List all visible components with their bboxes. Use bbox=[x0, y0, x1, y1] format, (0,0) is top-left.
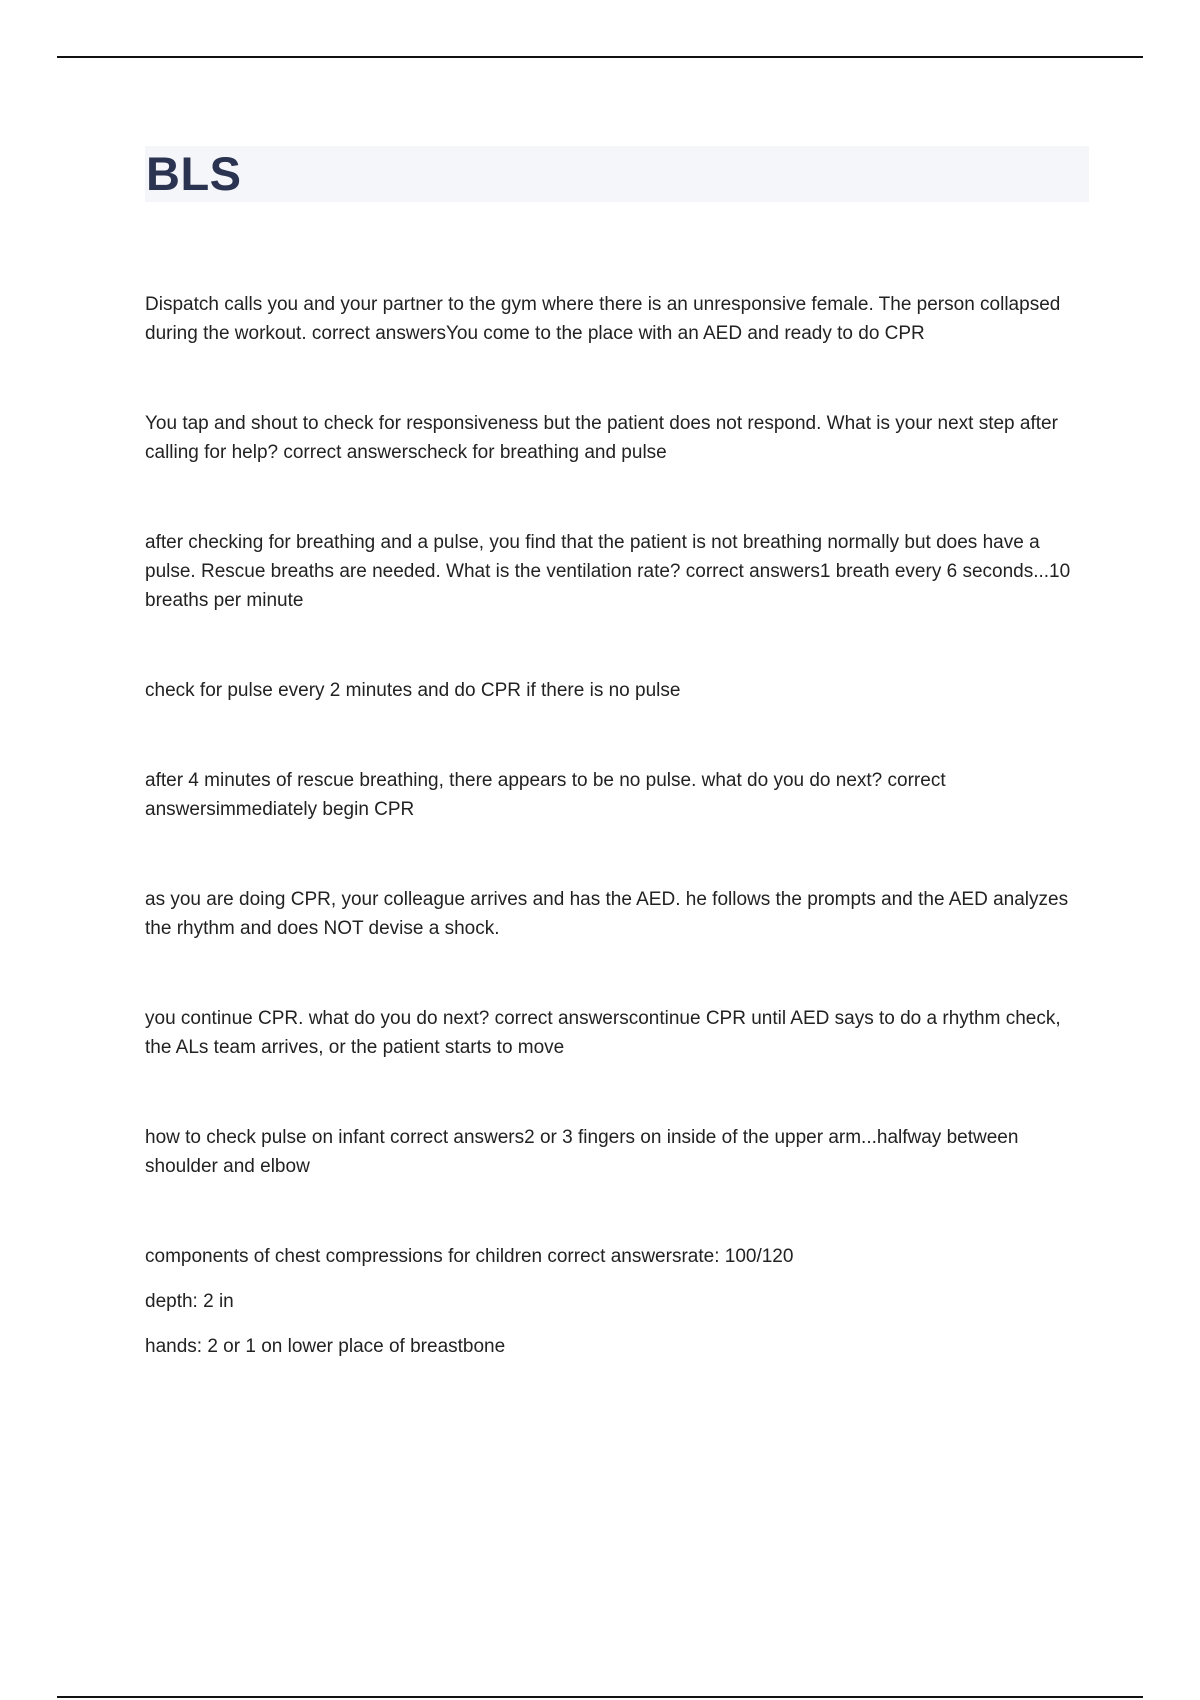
qa-item: components of chest compressions for children correct answersrate: 100/120 bbox=[145, 1246, 794, 1267]
qa-item: as you are doing CPR, your colleague arrives and has the AED. he follows the prompts and the AED analyzes the rhythm and does NOT devise a shock. bbox=[145, 889, 1069, 939]
qa-item: You tap and shout to check for responsiveness but the patient does not respond. What is your next step after calling for help? correct answerscheck for breathing and pulse bbox=[145, 413, 1058, 463]
header-rule bbox=[57, 56, 1143, 58]
page-title: BLS bbox=[146, 147, 242, 200]
qa-item: how to check pulse on infant correct answers2 or 3 fingers on inside of the upper arm...halfway between shoulder and elbow bbox=[145, 1127, 1019, 1177]
title-band bbox=[145, 146, 1089, 202]
qa-item: Dispatch calls you and your partner to the gym where there is an unresponsive female. The person collapsed during the workout. correct answersYou come to the place with an AED and ready to do CPR bbox=[145, 294, 1061, 344]
qa-item: you continue CPR. what do you do next? correct answerscontinue CPR until AED says to do a rhythm check, the ALs team arrives, or the patient starts to move bbox=[145, 1008, 1061, 1058]
components-hands: hands: 2 or 1 on lower place of breastbone bbox=[145, 1336, 506, 1357]
qa-item: after checking for breathing and a pulse, you find that the patient is not breathing normally but does have a pulse. Rescue breaths are needed. What is the ventilation rate? correct answers1 breath every 6 seconds...10 breaths per minute bbox=[145, 532, 1071, 611]
document-body bbox=[145, 290, 1090, 1361]
footer-rule bbox=[57, 1696, 1143, 1698]
qa-item: after 4 minutes of rescue breathing, there appears to be no pulse. what do you do next? correct answersimmediately begin CPR bbox=[145, 770, 946, 820]
qa-item: check for pulse every 2 minutes and do CPR if there is no pulse bbox=[145, 680, 681, 701]
components-depth: depth: 2 in bbox=[145, 1291, 234, 1312]
